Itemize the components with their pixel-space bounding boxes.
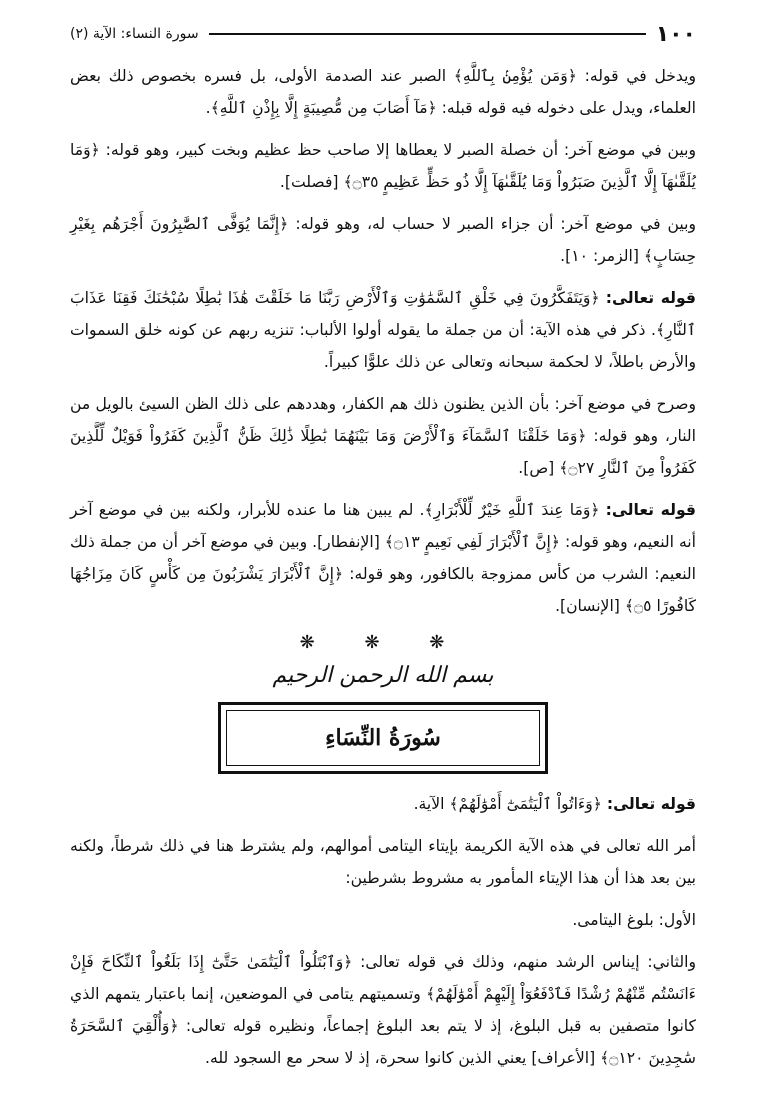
paragraph — [70, 904, 696, 936]
surah-title: سُورَةُ النِّسَاءِ — [325, 725, 441, 751]
section-separator: ❋ ❋ ❋ — [299, 632, 467, 653]
paragraph-body: والثاني: إيناس الرشد منهم، وذلك في قوله تعالى: ﴿وَٱبْتَلُواْ ٱلْيَتَٰمَىٰ حَتَّىٰٓ إِذَا بَلَغُواْ ٱلنِّكَاحَ فَإِنْ ءَانَسْتُم مِّنْهُمْ رُشْدًا فَٱدْفَعُوٓاْ إِلَيْهِمْ أَمْوَٰلَهُمْ﴾ وتسميتهم يتامى في الموضعين، إنما باعتبار يتمهم الذي كانوا متصفين به قبل البلوغ، إذ لا يتم بعد البلوغ إجماعاً، ونظيره قوله تعالى: ﴿وَأُلْقِيَ ٱلسَّحَرَةُ سَٰجِدِينَ ۝١٢٠﴾ [الأعراف] يعني الذين كانوا سحرة، إذ لا سحر مع السجود لله. — [70, 953, 696, 1067]
paragraph-lead: قوله تعالى: — [606, 795, 696, 813]
paragraph-body: وبين في موضع آخر: أن خصلة الصبر لا يعطاها إلا صاحب حظ عظيم وبخت كبير، وهو قوله: ﴿وَمَا يُلَقَّىٰهَآ إِلَّا ٱلَّذِينَ صَبَرُواْ وَمَا يُلَقَّىٰهَآ إِلَّا ذُو حَظٍّ عَظِيمٍ ۝٣٥﴾ [فصلت]. — [70, 141, 696, 191]
basmala-calligraphy: بسم الله الرحمن الرحيم — [272, 663, 494, 688]
surah-title-frame-wrap — [70, 702, 696, 774]
paragraph — [70, 134, 696, 198]
paragraph-body: وصرح في موضع آخر: بأن الذين يظنون ذلك هم الكفار، وهددهم على ذلك الظن السيئ بالويل من النار، وهو قوله: ﴿وَمَا خَلَقْنَا ٱلسَّمَآءَ وَٱلْأَرْضَ وَمَا بَيْنَهُمَا بَٰطِلًا ذَٰلِكَ ظَنُّ ٱلَّذِينَ كَفَرُواْ فَوَيْلٌ لِّلَّذِينَ كَفَرُواْ مِنَ ٱلنَّارِ ۝٢٧﴾ [ص]. — [70, 395, 696, 477]
paragraph — [70, 208, 696, 272]
paragraph — [70, 494, 696, 622]
paragraph — [70, 946, 696, 1074]
paragraph-lead: قوله تعالى: — [605, 501, 696, 519]
header-rule — [209, 33, 646, 35]
page-number: ١٠٠ — [655, 21, 696, 47]
paragraph — [70, 282, 696, 378]
paragraph — [70, 388, 696, 484]
surah-reference: سورة النساء: الآية (٢) — [70, 26, 199, 42]
paragraph — [70, 60, 696, 124]
paragraph-body: أمر الله تعالى في هذه الآية الكريمة بإيتاء اليتامى أموالهم، ولم يشترط هنا في ذلك شرطاً، ولكنه بين بعد هذا أن هذا الإيتاء المأمور به مشروط بشرطين: — [70, 837, 696, 887]
paragraph-body: ﴿وَيَتَفَكَّرُونَ فِي خَلْقِ ٱلسَّمَٰوَٰتِ وَٱلْأَرْضِ رَبَّنَا مَا خَلَقْتَ هَٰذَا بَٰطِلًا سُبْحَٰنَكَ فَقِنَا عَذَابَ ٱلنَّارِ﴾. ذكر في هذه الآية: أن من جملة ما يقوله أولوا الألباب: تنزيه ربهم عن كونه خلق السموات والأرض باطلاً، لا لحكمة سبحانه وتعالى عن ذلك علوًّا كبيراً. — [70, 289, 696, 371]
paragraph-body: ويدخل في قوله: ﴿وَمَن يُؤْمِنۢ بِٱللَّهِ﴾ الصبر عند الصدمة الأولى، بل فسره بخصوص ذلك بعض العلماء، ويدل على دخوله فيه قوله قبله: ﴿مَآ أَصَابَ مِن مُّصِيبَةٍ إِلَّا بِإِذْنِ ٱللَّهِ﴾. — [70, 67, 696, 117]
surah-title-frame — [218, 702, 548, 774]
paragraph — [70, 788, 696, 820]
paragraph-body: ﴿وَمَا عِندَ ٱللَّهِ خَيْرٌ لِّلْأَبْرَارِ﴾. لم يبين هنا ما عنده للأبرار، ولكنه بين في موضع آخر أنه النعيم، وهو قوله: ﴿إِنَّ ٱلْأَبْرَارَ لَفِي نَعِيمٍ ۝١٣﴾ [الإنفطار]. وبين في موضع آخر أن من جملة ذلك النعيم: الشرب من كأس ممزوجة بالكافور، وهو قوله: ﴿إِنَّ ٱلْأَبْرَارَ يَشْرَبُونَ مِن كَأْسٍ كَانَ مِزَاجُهَا كَافُورًا ۝٥﴾ [الإنسان]. — [70, 501, 696, 615]
basmala-row — [70, 659, 696, 692]
paragraph-body: ﴿وَءَاتُواْ ٱلْيَتَٰمَىٰٓ أَمْوَٰلَهُمْ﴾ الآية. — [413, 795, 602, 813]
paragraph — [70, 830, 696, 894]
running-header — [70, 18, 696, 50]
paragraph-body: الأول: بلوغ اليتامى. — [572, 911, 696, 929]
paragraph-lead: قوله تعالى: — [605, 289, 696, 307]
content-before-surah — [70, 60, 696, 622]
paragraph-body: وبين في موضع آخر: أن جزاء الصبر لا حساب له، وهو قوله: ﴿إِنَّمَا يُوَفَّى ٱلصَّٰبِرُونَ أَجْرَهُم بِغَيْرِ حِسَابٍ﴾ [الزمر: ١٠]. — [70, 215, 696, 265]
content-after-surah — [70, 788, 696, 1074]
